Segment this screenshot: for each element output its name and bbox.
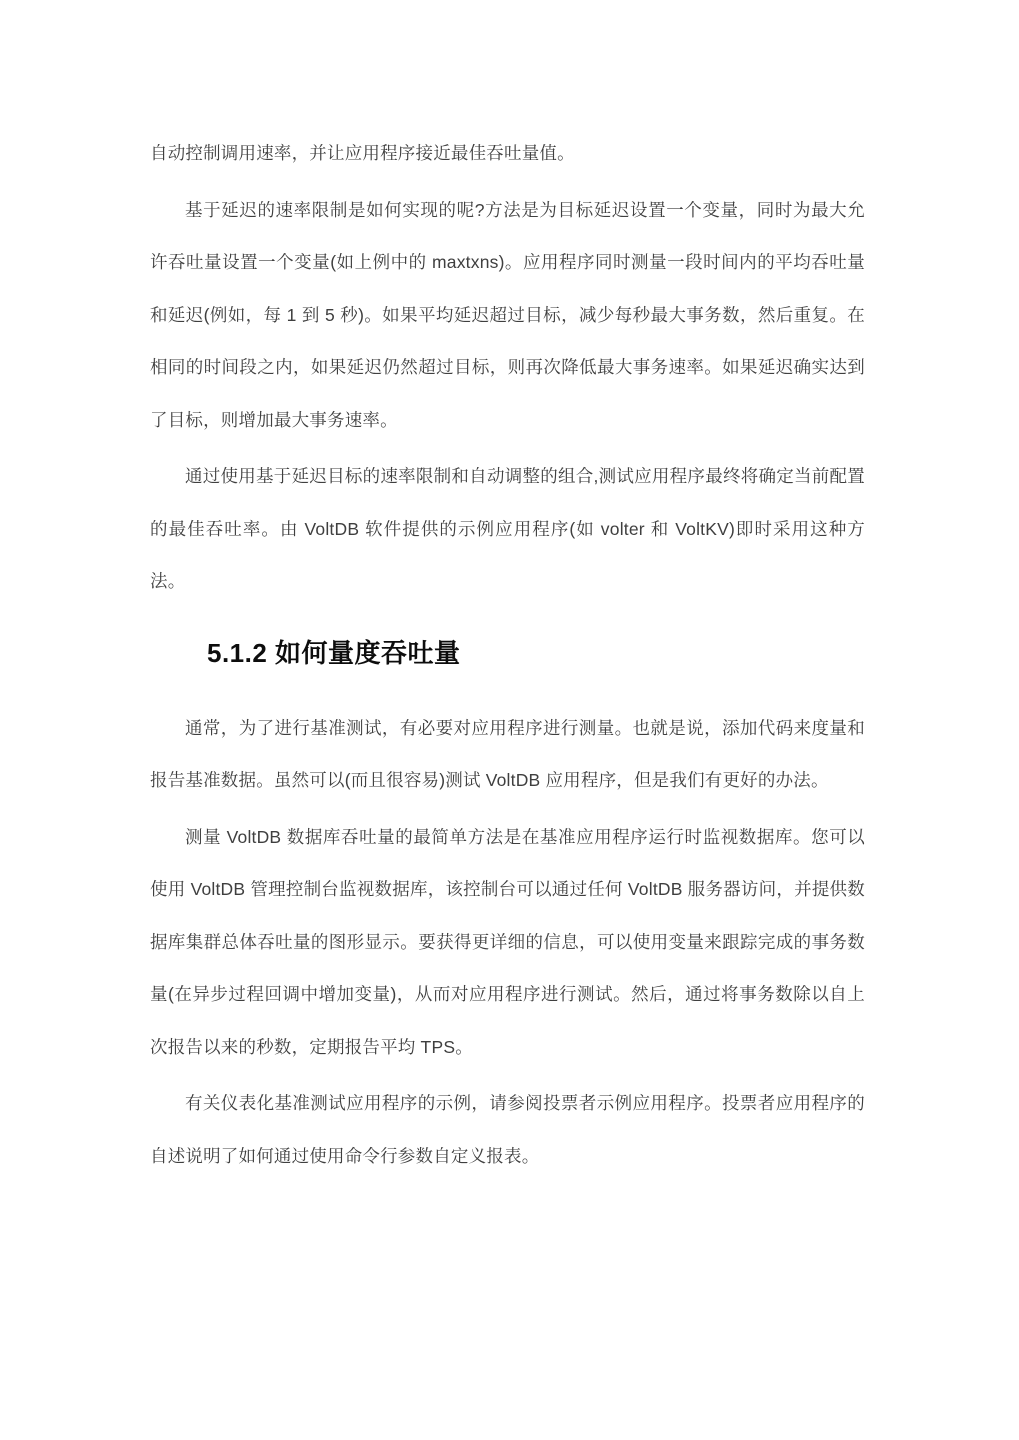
body-paragraph: 测量 VoltDB 数据库吞吐量的最简单方法是在基准应用程序运行时监视数据库。您可以使用 VoltDB 管理控制台监视数据库，该控制台可以通过任何 VoltDB 服务器访问，并提供数据库集群总体吞吐量的图形显示。要获得更详细的信息，可以使用变量来跟踪完成的事务数量(在异步过程回调中增加变量)，从而对应用程序进行测试。然后，通过将事务数除以自上次报告以来的秒数，定期报告平均 TPS。 [150,826,865,1057]
body-paragraph: 自动控制调用速率，并让应用程序接近最佳吞吐量值。 [150,143,575,163]
body-paragraph: 通过使用基于延迟目标的速率限制和自动调整的组合,测试应用程序最终将确定当前配置的最佳吞吐率。由 VoltDB 软件提供的示例应用程序(如 volter 和 VoltKV)即时采用这种方法。 [150,466,865,591]
body-paragraph: 通常，为了进行基准测试，有必要对应用程序进行测量。也就是说，添加代码来度量和报告基准数据。虽然可以(而且很容易)测试 VoltDB 应用程序，但是我们有更好的办法。 [150,717,865,790]
body-paragraph: 基于延迟的速率限制是如何实现的呢?方法是为目标延迟设置一个变量，同时为最大允许吞吐量设置一个变量(如上例中的 maxtxns)。应用程序同时测量一段时间内的平均吞吐量和延迟(例如，每 1 到 5 秒)。如果平均延迟超过目标，减少每秒最大事务数，然后重复。在相同的时间段之内，如果延迟仍然超过目标，则再次降低最大事务速率。如果延迟确实达到了目标，则增加最大事务速率。 [150,199,865,430]
document-body [150,127,865,1182]
section-heading: 5.1.2 如何量度吞吐量 [207,637,461,668]
body-paragraph: 有关仪表化基准测试应用程序的示例，请参阅投票者示例应用程序。投票者应用程序的自述说明了如何通过使用命令行参数自定义报表。 [150,1093,865,1166]
